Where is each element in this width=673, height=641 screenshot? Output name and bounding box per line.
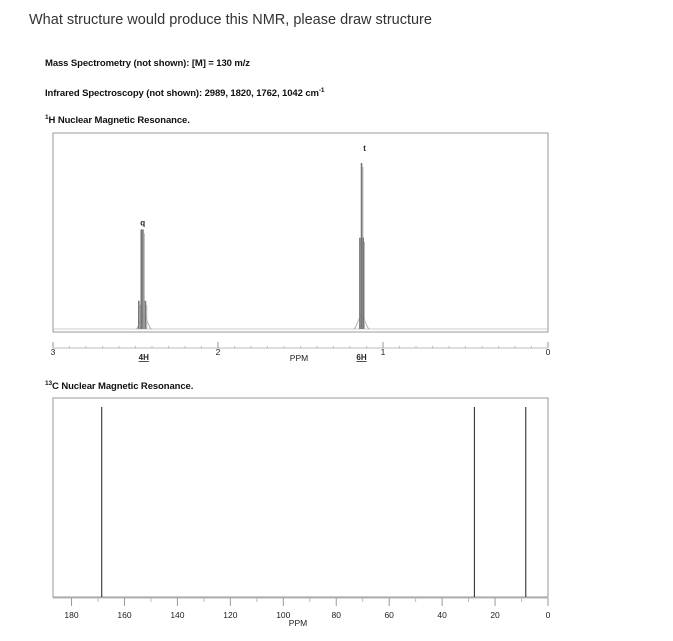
h-x-tick-label: 3 — [50, 347, 56, 357]
h-nmr-title-text: H Nuclear Magnetic Resonance. — [48, 115, 190, 127]
c-x-tick-label: 20 — [490, 610, 500, 620]
c-x-tick-label: 180 — [64, 610, 79, 620]
h-integration-label: 6H — [356, 353, 367, 362]
c-plot-frame — [53, 398, 548, 597]
c-x-axis-label: PPM — [288, 618, 308, 628]
c-nmr-title-superscript: 13 — [45, 380, 53, 387]
h-x-tick-label: 1 — [380, 347, 386, 357]
h-x-axis-label: PPM — [289, 353, 309, 363]
ir-unit-superscript: -1 — [318, 87, 325, 94]
h-nmr-title-superscript: 1 — [45, 114, 49, 121]
c-nmr-title-text: C Nuclear Magnetic Resonance. — [52, 381, 194, 393]
h-x-tick-label: 0 — [545, 347, 551, 357]
c-x-tick-label: 0 — [545, 610, 551, 620]
h-integration-label: 4H — [138, 353, 149, 362]
mass-spec-label: Mass Spectrometry (not shown): — [45, 58, 190, 69]
question-text: What structure would produce this NMR, please draw structure — [29, 12, 432, 28]
c-x-tick-label: 60 — [384, 610, 394, 620]
h-x-tick-label: 2 — [215, 347, 221, 357]
c-x-tick-label: 40 — [437, 610, 447, 620]
ir-label: Infrared Spectroscopy (not shown): — [45, 88, 203, 100]
c-x-tick-label: 80 — [331, 610, 341, 620]
h-multiplicity-label: q — [140, 218, 146, 228]
c-x-tick-label: 100 — [276, 610, 291, 620]
c-x-tick-label: 160 — [117, 610, 132, 620]
c-x-tick-label: 140 — [170, 610, 185, 620]
h-multiplicity-label: t — [363, 144, 366, 153]
ir-value: 2989, 1820, 1762, 1042 cm — [204, 88, 319, 100]
mass-spec-value: [M] = 130 m/z — [191, 58, 250, 69]
c-x-tick-label: 120 — [223, 610, 238, 620]
